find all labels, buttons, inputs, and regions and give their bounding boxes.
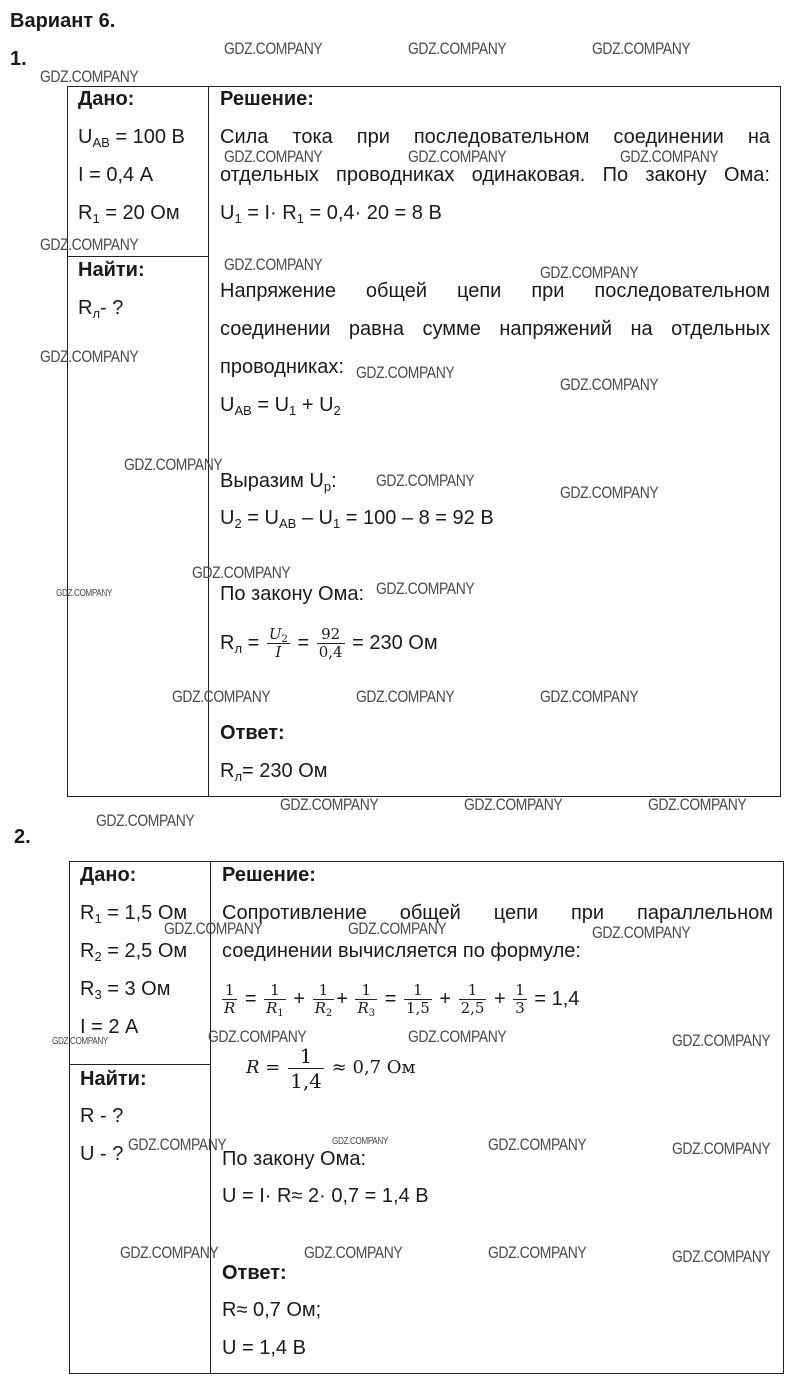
- watermark: GDZ.COMPANY: [488, 1243, 587, 1262]
- problem1-answer-heading: Ответ:: [220, 722, 285, 744]
- problem1-find-rl: $R_л-$ ?: [78, 297, 124, 321]
- problem1-given-heading: Дано:: [78, 88, 135, 110]
- problem2-answer-r: R≈ 0,7 Ом;: [222, 1299, 322, 1321]
- variant-title: Вариант 6.: [10, 10, 116, 32]
- problem1-rl-equation: $R_л$ = $\frac{U_2}{I}$ = $\frac{92}{0,4}$ = 230 Ом: [220, 625, 438, 662]
- problem1-solution-heading: Решение:: [220, 88, 314, 110]
- problem1-text-line2: отдельных проводниках одинаковая. По закону Ома:: [220, 164, 770, 186]
- watermark: GDZ.COMPANY: [96, 811, 195, 830]
- problem1-u2-equation: $U_2 = U_{AB} - U_1 = 100 - 8 = 92$ В: [220, 507, 494, 531]
- problem2-given-heading: Дано:: [80, 864, 137, 886]
- problem2-given-separator: [69, 1064, 210, 1065]
- watermark: GDZ.COMPANY: [192, 563, 291, 582]
- watermark: GDZ.COMPANY: [40, 347, 139, 366]
- watermark: GDZ.COMPANY: [464, 795, 563, 814]
- watermark: GDZ.COMPANY: [620, 147, 719, 166]
- watermark: GDZ.COMPANY: [408, 1027, 507, 1046]
- watermark: GDZ.COMPANY: [488, 1135, 587, 1154]
- problem1-ohm-text: По закону Ома:: [220, 583, 365, 605]
- watermark: GDZ.COMPANY: [672, 1139, 771, 1158]
- problem2-given-r3: $R_3 = 3$ Ом: [80, 978, 171, 1002]
- problem2-given-r2: $R_2 = 2,5$ Ом: [80, 940, 188, 964]
- watermark: GDZ.COMPANY: [376, 579, 475, 598]
- problem2-find-heading: Найти:: [80, 1068, 147, 1090]
- problem2-find-r: R - ?: [80, 1105, 124, 1127]
- watermark: GDZ.COMPANY: [172, 687, 271, 706]
- problem2-ohm-text: По закону Ома:: [222, 1148, 367, 1170]
- watermark: GDZ.COMPANY: [224, 39, 323, 58]
- watermark: GDZ.COMPANY: [540, 687, 639, 706]
- watermark: GDZ.COMPANY: [592, 39, 691, 58]
- problem1-fraction-u2-i: $\frac{U_2}{I}$: [268, 625, 288, 662]
- problem2-u-equation: U = I· R≈ 2· 0,7 = 1,4 В: [222, 1185, 429, 1207]
- problem1-given-i: I = 0,4 А: [78, 164, 154, 186]
- watermark: GDZ.COMPANY: [592, 923, 691, 942]
- watermark: GDZ.COMPANY: [408, 147, 507, 166]
- problem2-given-r1: $R_1 = 1,5$ Ом: [80, 902, 188, 926]
- watermark: GDZ.COMPANY: [52, 1036, 108, 1047]
- problem2-given-i: I = 2 А: [80, 1016, 139, 1038]
- problem1-given-separator: [67, 256, 208, 257]
- problem1-u1-equation: $U_1 = I\cdot R_1 = 0,4\cdot 20 = 8$ В: [220, 202, 442, 226]
- watermark: GDZ.COMPANY: [356, 687, 455, 706]
- watermark: GDZ.COMPANY: [56, 588, 112, 599]
- problem1-text-line3: Напряжение общей цепи при последовательном: [220, 280, 770, 302]
- watermark: GDZ.COMPANY: [124, 455, 223, 474]
- problem1-text-line1: Сила тока при последовательном соединении на: [220, 126, 770, 148]
- problem2-solution-heading: Решение:: [222, 864, 316, 886]
- watermark: GDZ.COMPANY: [128, 1135, 227, 1154]
- watermark: GDZ.COMPANY: [560, 483, 659, 502]
- watermark: GDZ.COMPANY: [40, 67, 139, 86]
- watermark: GDZ.COMPANY: [348, 919, 447, 938]
- watermark: GDZ.COMPANY: [208, 1027, 307, 1046]
- watermark: GDZ.COMPANY: [408, 39, 507, 58]
- problem2-text-line2: соединении вычисляется по формуле:: [222, 940, 581, 962]
- problem1-given-uab: $U_{AB} = 100$ В: [78, 126, 185, 150]
- problem1-find-heading: Найти:: [78, 259, 145, 281]
- watermark: GDZ.COMPANY: [120, 1243, 219, 1262]
- problem2-answer-u: U = 1,4 В: [222, 1337, 306, 1359]
- problem1-number: 1.: [10, 48, 27, 70]
- problem1-text-line5: проводниках:: [220, 356, 344, 378]
- watermark: GDZ.COMPANY: [672, 1031, 771, 1050]
- problem1-given-r1: $R_1 = 20$ Ом: [78, 202, 180, 226]
- watermark: GDZ.COMPANY: [560, 375, 659, 394]
- problem1-express-text: Выразим $U_р$:: [220, 470, 337, 494]
- watermark: GDZ.COMPANY: [40, 235, 139, 254]
- problem2-r-equation: R = $\frac{1}{1,4}$ ≈ 0,7 Ом: [246, 1043, 416, 1093]
- watermark: GDZ.COMPANY: [672, 1247, 771, 1266]
- watermark: GDZ.COMPANY: [648, 795, 747, 814]
- watermark: GDZ.COMPANY: [164, 919, 263, 938]
- problem1-answer: $R_л= 230$ Ом: [220, 760, 328, 784]
- problem1-uab-equation: $U_{AB} = U_1 + U_2$: [220, 394, 341, 418]
- problem2-answer-heading: Ответ:: [222, 1262, 287, 1284]
- problem2-number: 2.: [14, 826, 31, 848]
- problem2-sum-equation: $\frac{1}{R}$ = $\frac{1}{R_1}$ + $\frac{1}{R_2}$ + $\frac{1}{R_3}$ = $\frac{1}{1,5}$ + $\frac{1}{2,5}$ + $\frac{1}{3}$ = 1,4: [224, 981, 580, 1020]
- watermark: GDZ.COMPANY: [280, 795, 379, 814]
- watermark: GDZ.COMPANY: [224, 147, 323, 166]
- problem1-text-line4: соединении равна сумме напряжений на отдельных: [220, 318, 770, 340]
- watermark: GDZ.COMPANY: [356, 363, 455, 382]
- problem1-fraction-92-04: $\frac{92}{0,4}$: [318, 625, 343, 662]
- problem2-find-u: U - ?: [80, 1143, 124, 1165]
- watermark: GDZ.COMPANY: [224, 255, 323, 274]
- watermark: GDZ.COMPANY: [332, 1136, 388, 1147]
- watermark: GDZ.COMPANY: [304, 1243, 403, 1262]
- watermark: GDZ.COMPANY: [376, 471, 475, 490]
- watermark: GDZ.COMPANY: [540, 263, 639, 282]
- problem2-text-line1: Сопротивление общей цепи при параллельном: [222, 902, 773, 924]
